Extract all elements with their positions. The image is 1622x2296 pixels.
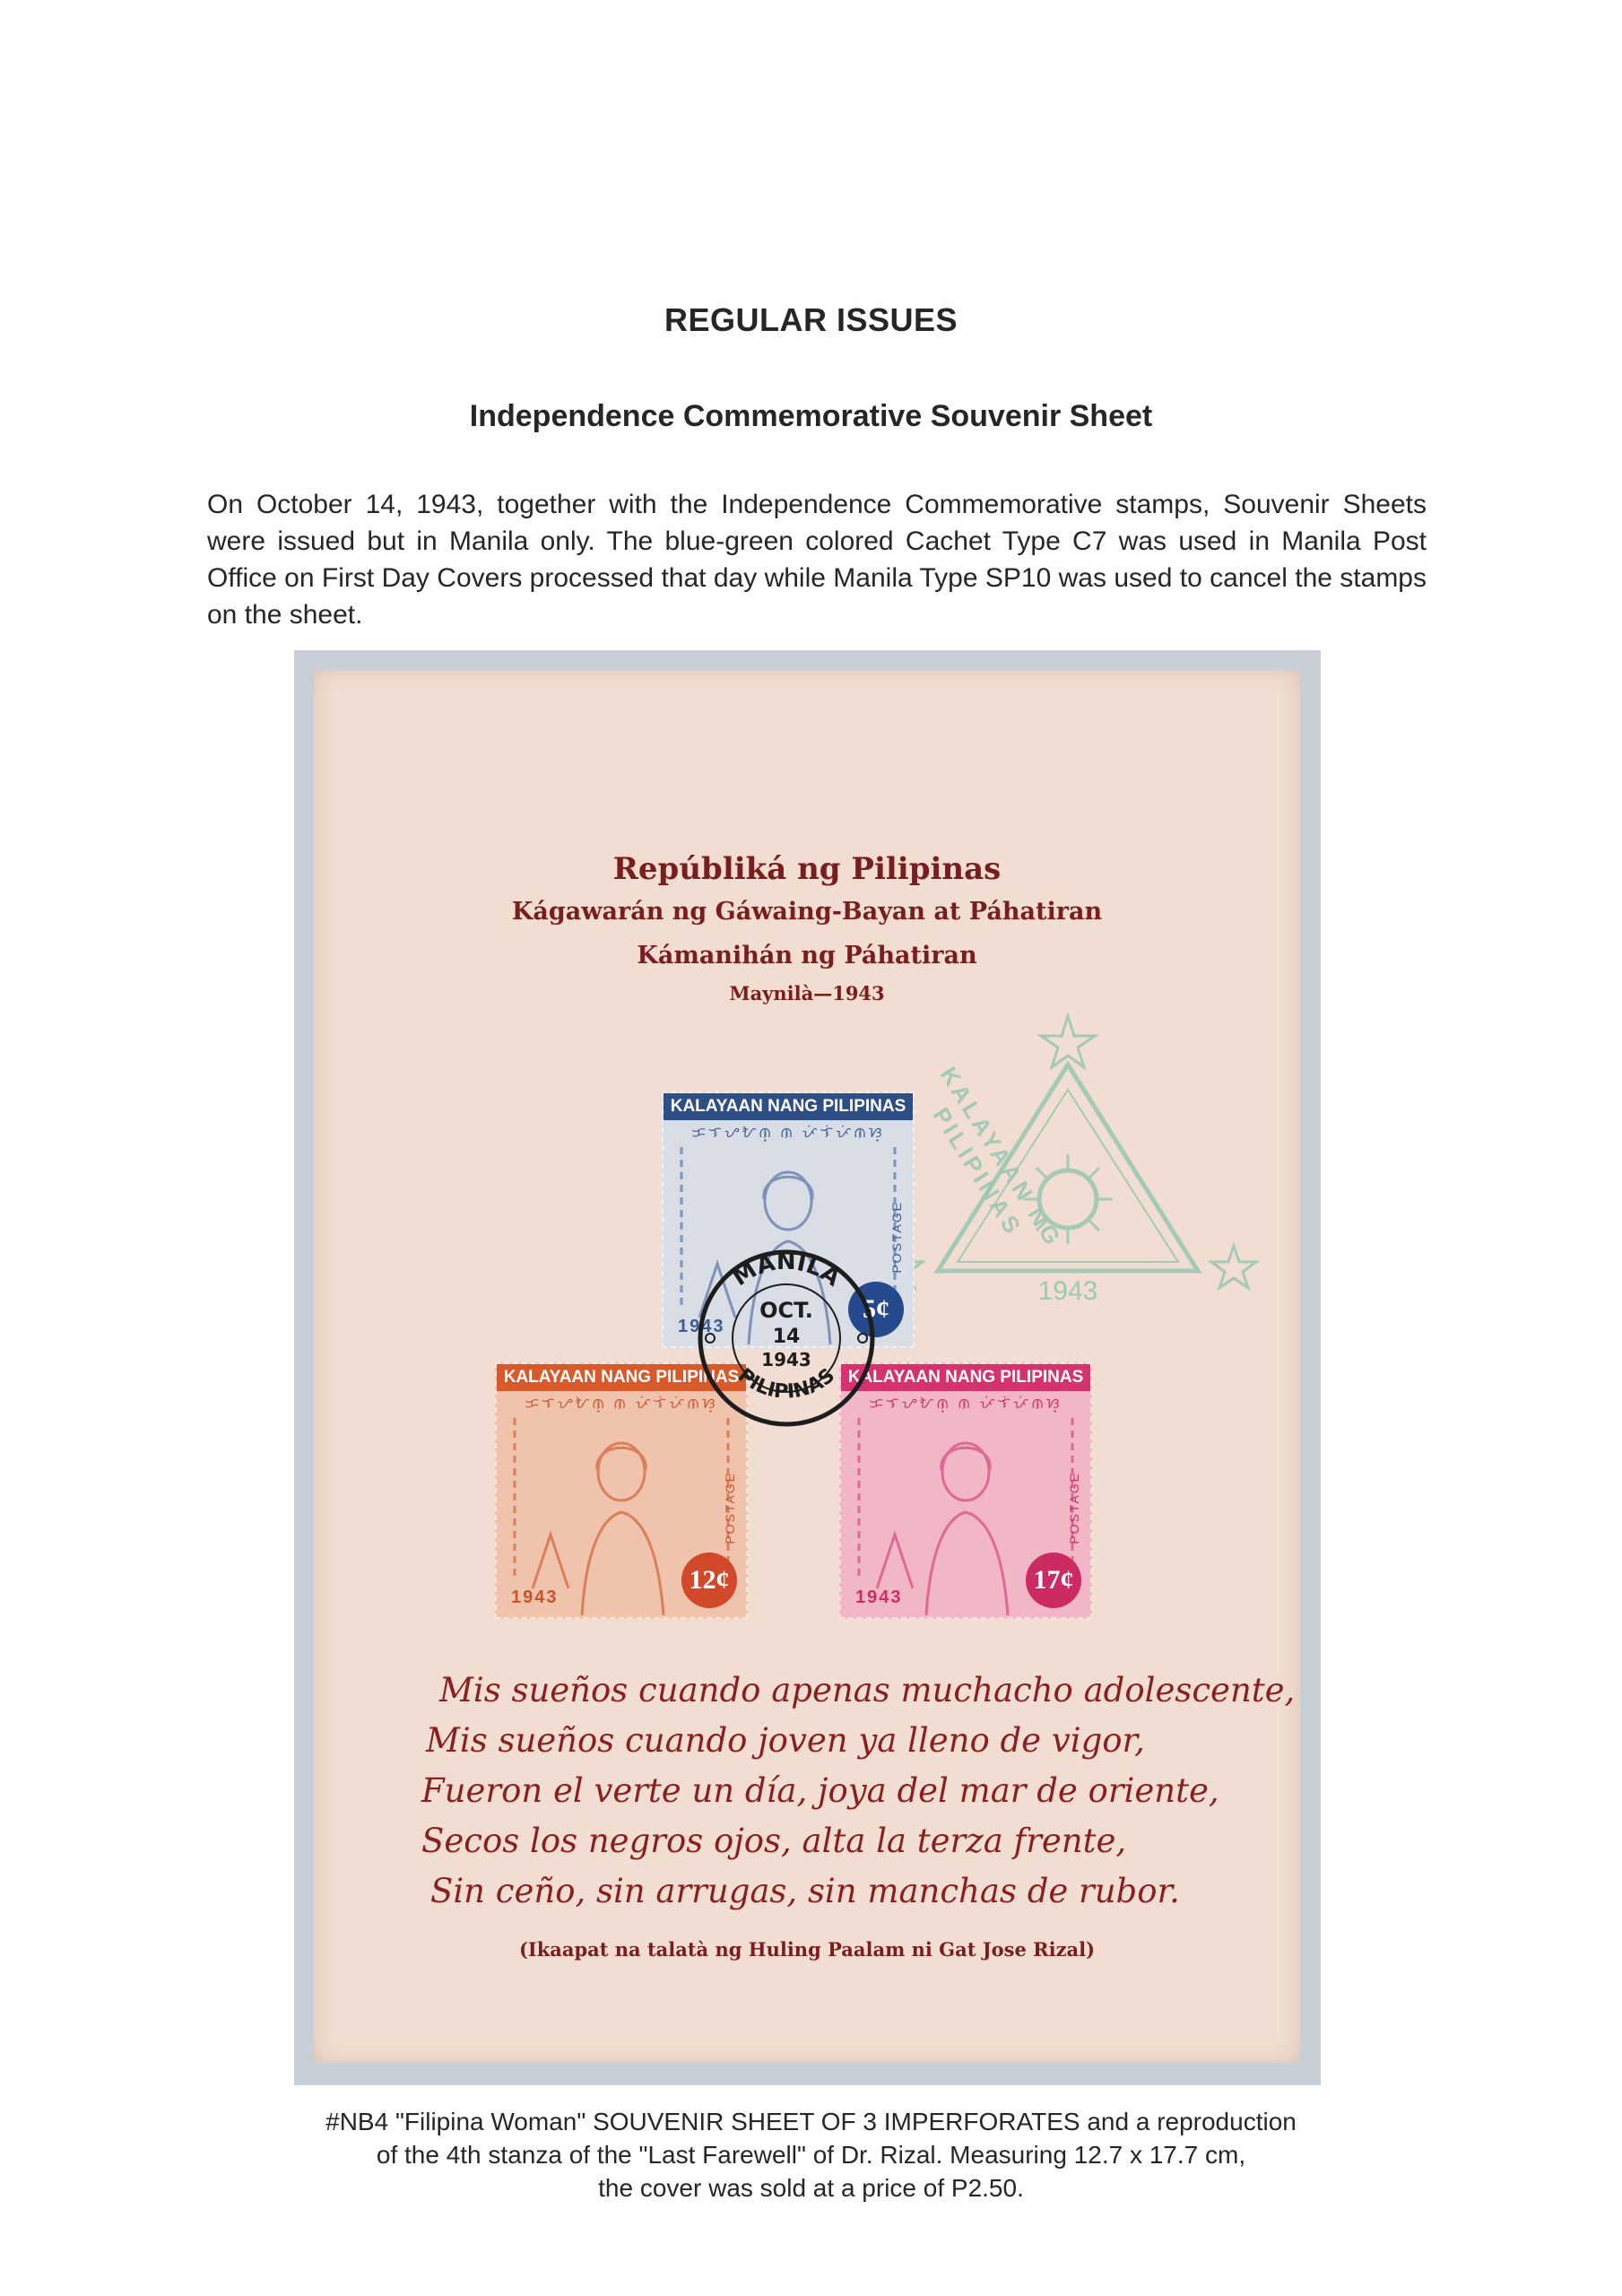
caption-line: of the 4th stanza of the "Last Farewell" of Dr. Rizal. Measuring 12.7 x 17.7 cm,: [376, 2141, 1246, 2169]
ministry-line-1: Repúbliká ng Pilipinas: [612, 851, 1002, 887]
stamp-postage: POSTAGE: [1067, 1472, 1081, 1544]
stamp-band: KALAYAAN NANG PILIPINAS: [841, 1364, 1090, 1391]
baybayin-script: ᜃᜎᜌᜀᜈ᜔ ᜈ ᜉᜒᜎᜒᜉᜒᜈᜐ᜔: [525, 1396, 718, 1412]
cachet-year: 1943: [1037, 1276, 1098, 1306]
poem-line: Mis sueños cuando joven ya lleno de vigor,: [426, 1721, 1145, 1760]
stamp-postage: POSTAGE: [723, 1472, 737, 1544]
ministry-line-2: Kágawarán ng Gáwaing-Bayan at Páhatiran: [511, 898, 1103, 926]
ministry-line-4: Maynilà—1943: [729, 982, 885, 1004]
cachet-text: KALAYAAN NG PILIPINAS: [927, 1062, 1068, 1253]
postmark-month: OCT.: [759, 1298, 813, 1323]
souvenir-sheet: [314, 670, 1300, 2063]
caption-line: the cover was sold at a price of P2.50.: [598, 2174, 1024, 2202]
section-title: REGULAR ISSUES: [664, 301, 958, 338]
poem-attribution: (Ikaapat na talatà ng Huling Paalam ni Gat Jose Rizal): [518, 1938, 1096, 1961]
ministry-line-3: Kámanihán ng Páhatiran: [637, 942, 977, 970]
stamp-value: 5¢: [848, 1282, 904, 1337]
postmark-top: MANILA: [727, 1248, 846, 1292]
manila-postmark: [692, 1244, 880, 1432]
postmark-bottom: PILIPINAS: [733, 1364, 840, 1404]
baybayin-script: ᜃᜎᜌᜀᜈ᜔ ᜈ ᜉᜒᜎᜒᜉᜒᜈᜐ᜔: [691, 1126, 885, 1141]
caption-line: #NB4 "Filipina Woman" SOUVENIR SHEET OF 3 IMPERFORATES and a reproduction: [325, 2108, 1297, 2135]
stamp-year: 1943: [855, 1587, 903, 1607]
stamp-value: 12¢: [681, 1552, 737, 1608]
stamp-postage: POSTAGE: [889, 1201, 904, 1274]
page-subtitle: Independence Commemorative Souvenir Sheet: [469, 399, 1153, 433]
stamp-year: 1943: [678, 1317, 725, 1336]
postmark-year: 1943: [761, 1349, 811, 1370]
poem-line: Secos los negros ojos, alta la terza frente,: [421, 1822, 1127, 1860]
poem-line: Mis sueños cuando apenas muchacho adolescente,: [439, 1671, 1296, 1709]
intro-paragraph: [207, 486, 1427, 633]
rizal-poem-stanza: [377, 1665, 1296, 1917]
intro-text: On October 14, 1943, together with the Independence Commemorative stamps, Souvenir Sheets were issued but in Manila only. The blue-green colored Cachet Type C7 was used in Manila Post Office on First Day Covers processed that day while Manila Type SP10 was used to cancel the stamps on the sheet.: [207, 490, 1427, 630]
svg-text:MANILA: [728, 1248, 846, 1292]
stamp-band: KALAYAAN NANG PILIPINAS: [497, 1364, 746, 1391]
baybayin-script: ᜃᜎᜌᜀᜈ᜔ ᜈ ᜉᜒᜎᜒᜉᜒᜈᜐ᜔: [869, 1396, 1063, 1412]
sheet-caption: [0, 2105, 1622, 2205]
stamp-year: 1943: [511, 1587, 559, 1607]
postmark-day: 14: [772, 1326, 801, 1348]
stamp-band: KALAYAAN NANG PILIPINAS: [664, 1093, 913, 1120]
stamp-value: 17¢: [1026, 1552, 1081, 1608]
poem-line: Sin ceño, sin arrugas, sin manchas de rubor.: [430, 1872, 1180, 1910]
poem-line: Fueron el verte un día, joya del mar de oriente,: [421, 1771, 1219, 1810]
